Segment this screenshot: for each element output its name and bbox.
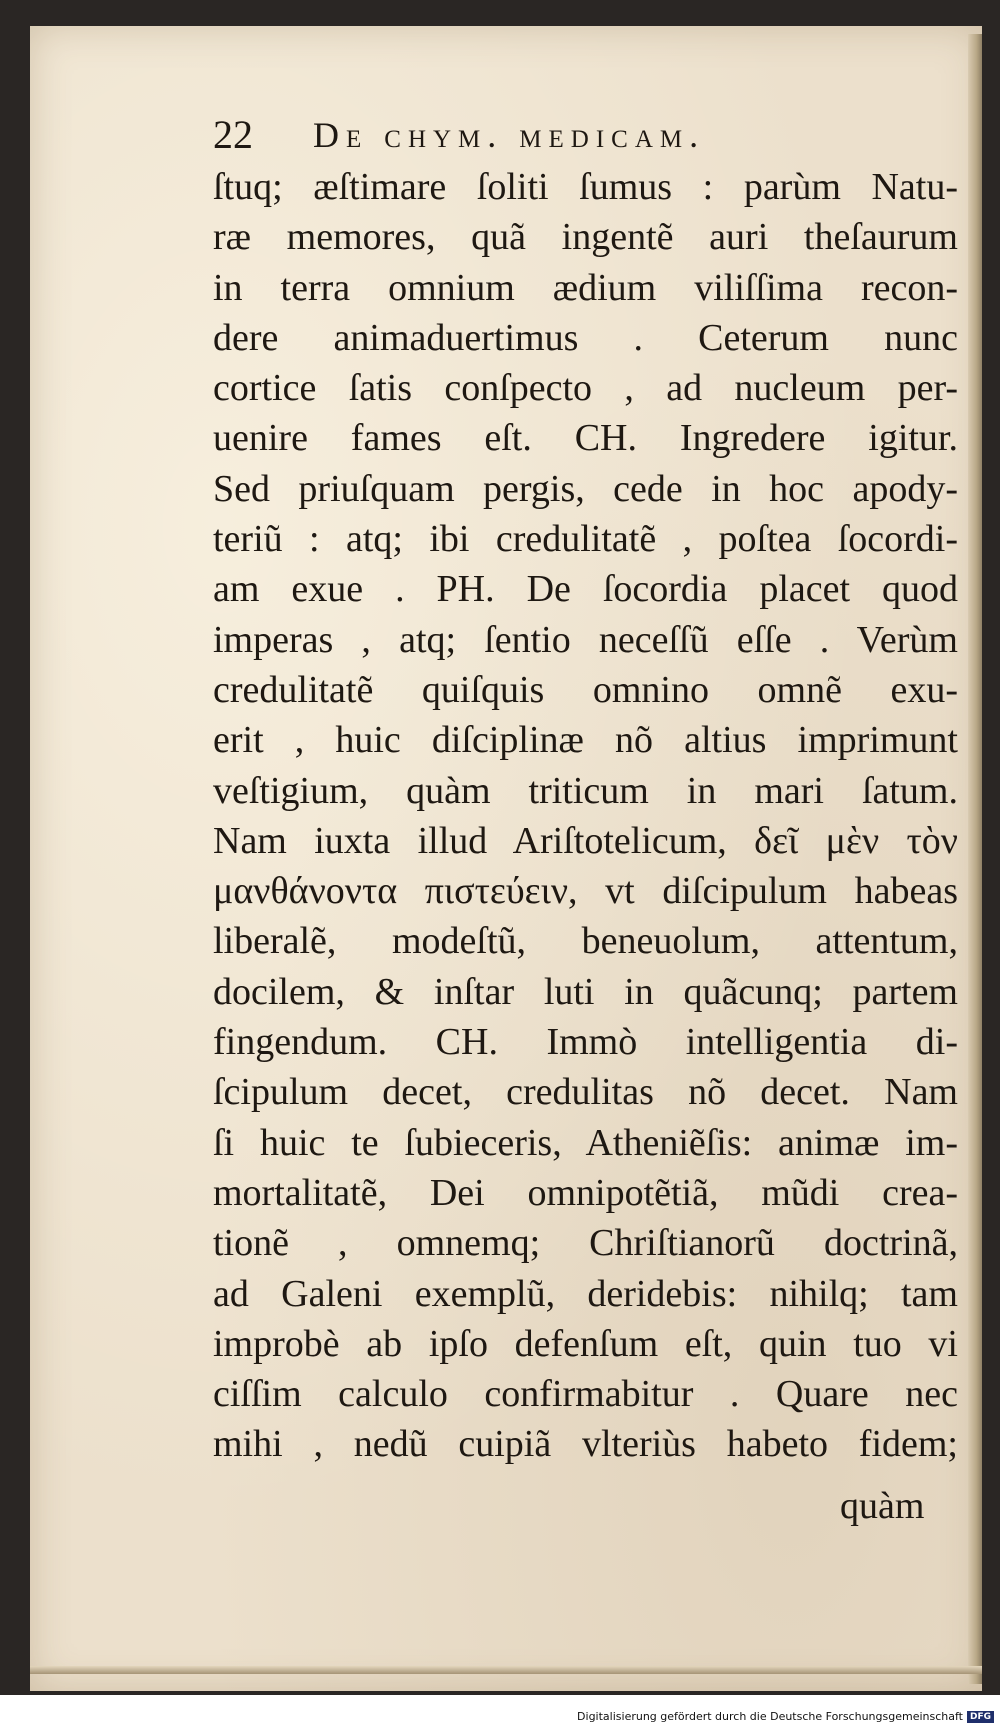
text-line: improbè ab ipſo defenſum eſt, quin tuo vi	[213, 1322, 958, 1365]
text-line: dere animaduertimus . Ceterum nunc	[213, 316, 958, 359]
text-line: credulitatẽ quiſquis omnino omnẽ exu-	[213, 668, 958, 711]
page-number: 22	[213, 112, 253, 157]
text-line: am exue . PH. De ſocordia placet quod	[213, 568, 958, 611]
page-edge-right	[968, 34, 982, 1684]
text-line: uenire fames eſt. CH. Ingredere igitur.	[213, 417, 958, 460]
text-line: imperas , atq; ſentio neceſſũ eſſe . Verùm	[213, 618, 958, 661]
running-head	[213, 112, 913, 158]
running-title: De chym. medicam.	[313, 115, 706, 155]
text-line: ræ memores, quã ingentẽ auri theſaurum	[213, 216, 958, 259]
text-line: μανθάνοντα πιστεύειν, vt diſcipulum habeas	[213, 870, 958, 913]
text-line: veſtigium, quàm triticum in mari ſatum.	[213, 769, 958, 812]
text-line: docilem, & inſtar luti in quãcunq; partem	[213, 970, 958, 1013]
dfg-logo: DFG	[967, 1711, 994, 1723]
text-line: ciſſim calculo confirmabitur . Quare nec	[213, 1373, 958, 1416]
text-line: ſtuq; æſtimare ſoliti ſumus : parùm Natu-	[213, 166, 958, 208]
text-line: mortalitatẽ, Dei omnipotẽtiã, mũdi crea-	[213, 1171, 958, 1214]
text-line: ſi huic te ſubieceris, Atheniẽſis: animæ im-	[213, 1121, 958, 1164]
text-line: Nam iuxta illud Ariſtotelicum, δεῖ μὲν τὸν	[213, 819, 958, 862]
body-text	[213, 162, 958, 1470]
text-line: Sed priuſquam pergis, cede in hoc apody-	[213, 467, 958, 510]
text-line: tionẽ , omnemq; Chriſtianorũ doctrinã,	[213, 1222, 958, 1265]
footer-credit	[577, 1709, 994, 1725]
text-line: cortice ſatis conſpecto , ad nucleum per-	[213, 367, 958, 410]
footer-credit-text: Digitalisierung gefördert durch die Deutsche Forschungsgemeinschaft	[577, 1710, 963, 1723]
catchword: quàm	[840, 1485, 925, 1527]
page-edge-bottom	[30, 1666, 982, 1674]
text-line: ſcipulum decet, credulitas nõ decet. Nam	[213, 1071, 958, 1114]
text-line: teriũ : atq; ibi credulitatẽ , poſtea ſocordi-	[213, 518, 958, 561]
text-line: in terra omnium ædium viliſſima recon-	[213, 266, 958, 309]
text-line: ad Galeni exemplũ, deridebis: nihilq; tam	[213, 1272, 958, 1315]
text-line: fingendum. CH. Immò intelligentia di-	[213, 1021, 958, 1064]
text-line: erit , huic diſciplinæ nõ altius imprimunt	[213, 719, 958, 762]
text-line: mihi , nedũ cuipiã vlteriùs habeto fidem;	[213, 1423, 958, 1466]
text-line: liberalẽ, modeſtũ, beneuolum, attentum,	[213, 920, 958, 963]
